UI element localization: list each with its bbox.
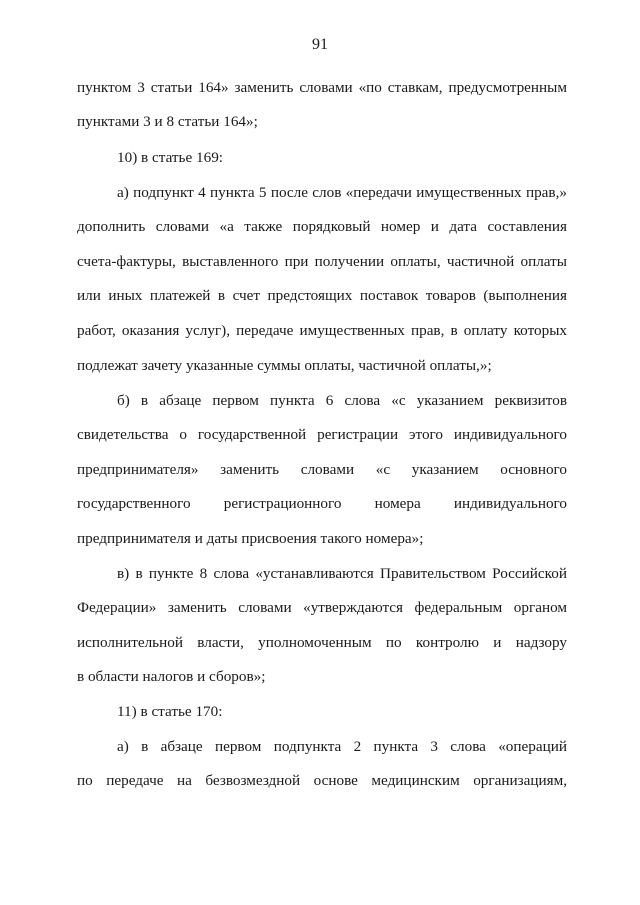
text-line: 11) в статье 170:: [117, 703, 223, 720]
text-line: подлежат зачету указанные суммы оплаты, частичной оплаты,»;: [77, 357, 492, 374]
text-line: государственного регистрационного номера индивидуального: [77, 495, 567, 512]
text-line: а) в абзаце первом подпункта 2 пункта 3 слова «операций: [117, 738, 567, 755]
text-line: предпринимателя и даты присвоения такого номера»;: [77, 530, 424, 547]
text-line: счета-фактуры, выставленного при получении оплаты, частичной оплаты: [77, 253, 567, 270]
text-line: по передаче на безвозмездной основе медицинским организациям,: [77, 772, 567, 789]
text-line: пунктами 3 и 8 статьи 164»;: [77, 113, 258, 130]
text-line: пунктом 3 статьи 164» заменить словами «по ставкам, предусмотренным: [77, 79, 567, 96]
text-line: дополнить словами «а также порядковый номер и дата составления: [77, 218, 567, 235]
text-line: в) в пункте 8 слова «устанавливаются Правительством Российской: [117, 565, 567, 582]
page-number: 91: [312, 36, 328, 53]
text-line: б) в абзаце первом пункта 6 слова «с указанием реквизитов: [117, 392, 567, 409]
text-line: а) подпункт 4 пункта 5 после слов «передачи имущественных прав,»: [117, 184, 567, 201]
text-line: 10) в статье 169:: [117, 149, 224, 166]
text-line: исполнительной власти, уполномоченным по контролю и надзору: [77, 634, 567, 651]
text-line: в области налогов и сборов»;: [77, 668, 266, 685]
text-line: свидетельства о государственной регистрации этого индивидуального: [77, 426, 567, 443]
text-line: или иных платежей в счет предстоящих поставок товаров (выполнения: [77, 287, 567, 304]
text-line: работ, оказания услуг), передаче имущественных прав, в оплату которых: [77, 322, 567, 339]
text-line: Федерации» заменить словами «утверждаются федеральным органом: [77, 599, 567, 616]
text-line: предпринимателя» заменить словами «с указанием основного: [77, 461, 567, 478]
